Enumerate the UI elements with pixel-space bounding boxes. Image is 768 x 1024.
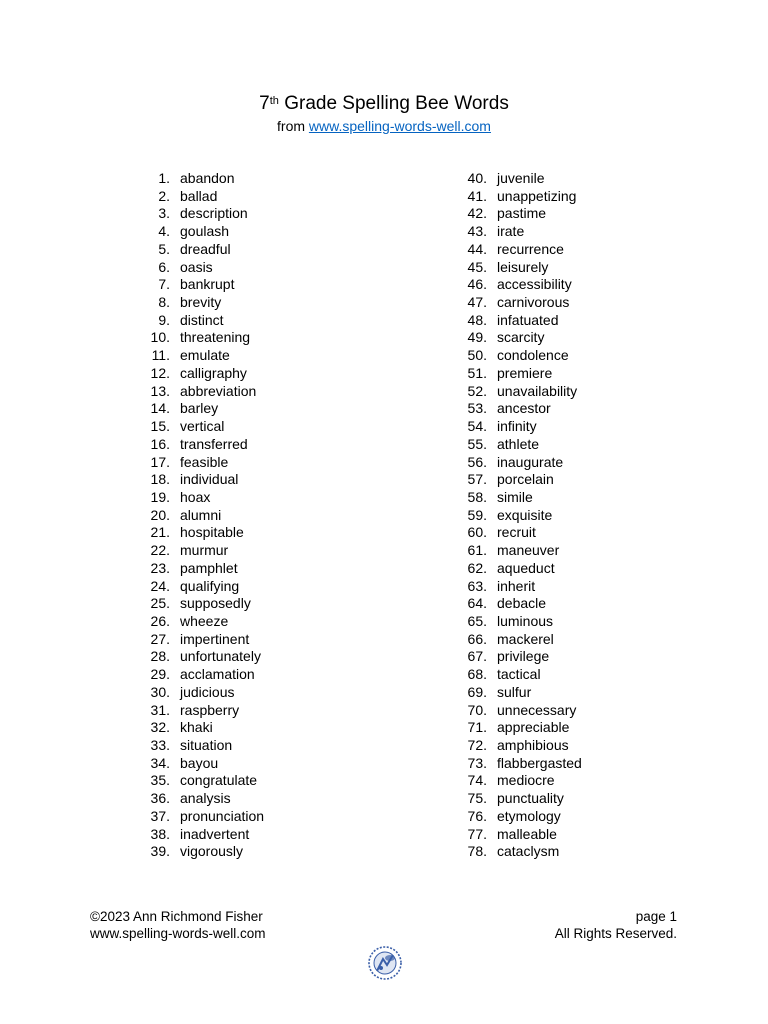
item-number: 36. — [150, 790, 170, 807]
item-number: 45. — [467, 258, 487, 275]
spelling-word: pastime — [497, 205, 547, 222]
spelling-word: amphibious — [497, 737, 569, 753]
spelling-word: dreadful — [180, 240, 231, 257]
list-item — [138, 790, 264, 808]
spelling-word: oasis — [180, 258, 213, 275]
list-item — [138, 684, 264, 702]
item-number: 37. — [150, 807, 170, 824]
item-number: 9. — [158, 311, 170, 328]
item-number: 8. — [158, 294, 170, 311]
item-number: 42. — [467, 205, 487, 222]
list-item — [455, 595, 582, 613]
list-item — [455, 542, 582, 560]
list-item — [138, 400, 264, 418]
spelling-word: unnecessary — [497, 701, 577, 718]
item-number: 6. — [158, 258, 170, 275]
spelling-word: sulfur — [497, 683, 532, 700]
list-item — [138, 347, 264, 365]
spelling-word: inaugurate — [497, 453, 564, 470]
spelling-word: ancestor — [497, 400, 551, 417]
item-number: 55. — [467, 435, 487, 452]
list-item — [138, 702, 264, 720]
footer-site: www.spelling-words-well.com — [90, 926, 266, 941]
spelling-word: premiere — [497, 364, 553, 381]
spelling-word: unavailability — [497, 382, 578, 399]
spelling-word: situation — [180, 737, 233, 753]
list-item — [455, 347, 582, 365]
item-number: 75. — [467, 790, 487, 807]
item-number: 31. — [150, 701, 170, 718]
spelling-word: unappetizing — [497, 187, 577, 204]
spelling-word: hoax — [180, 488, 211, 505]
subtitle-prefix: from — [277, 118, 309, 134]
spelling-word: pronunciation — [180, 807, 265, 824]
list-item — [138, 418, 264, 436]
spelling-word: condolence — [497, 347, 569, 364]
spelling-word: vertical — [180, 418, 225, 435]
spelling-word: transferred — [180, 435, 248, 452]
item-number: 13. — [150, 382, 170, 399]
list-item — [138, 365, 264, 383]
spelling-word: luminous — [497, 612, 554, 629]
item-number: 7. — [158, 276, 170, 293]
item-number: 69. — [467, 683, 487, 700]
item-number: 56. — [467, 453, 487, 470]
spelling-word: cataclysm — [497, 843, 560, 860]
item-number: 14. — [150, 400, 170, 417]
item-number: 46. — [467, 276, 487, 293]
list-item — [138, 329, 264, 347]
word-list-left-column — [138, 170, 264, 861]
item-number: 63. — [467, 577, 487, 594]
spelling-word: distinct — [180, 311, 224, 328]
item-number: 11. — [151, 347, 170, 364]
item-number: 47. — [467, 294, 487, 311]
spelling-word: individual — [180, 471, 239, 488]
list-item — [455, 578, 582, 596]
spelling-word: privilege — [497, 648, 550, 665]
item-number: 58. — [467, 488, 487, 505]
spelling-word: irate — [497, 223, 525, 240]
list-item — [138, 737, 264, 755]
item-number: 74. — [467, 772, 487, 789]
list-item — [455, 648, 582, 666]
spelling-word: inherit — [497, 577, 536, 594]
list-item — [138, 613, 264, 631]
item-number: 32. — [150, 719, 170, 736]
list-item — [138, 383, 264, 401]
website-link[interactable]: www.spelling-words-well.com — [308, 118, 491, 134]
spelling-word: brevity — [180, 294, 222, 311]
list-item — [138, 666, 264, 684]
spelling-word: recurrence — [497, 240, 564, 257]
spelling-word: hospitable — [180, 524, 244, 541]
item-number: 26. — [150, 612, 170, 629]
item-number: 4. — [158, 223, 170, 240]
spelling-word: khaki — [180, 719, 213, 736]
item-number: 27. — [150, 630, 170, 647]
item-number: 62. — [467, 559, 487, 576]
item-number: 53. — [467, 400, 487, 417]
list-item — [455, 666, 582, 684]
item-number: 29. — [150, 666, 170, 683]
spelling-word: barley — [180, 400, 219, 417]
item-number: 35. — [150, 772, 170, 789]
title-ordinal-suffix: th — [269, 95, 279, 107]
list-item — [138, 489, 264, 507]
spelling-word: recruit — [497, 524, 536, 541]
spelling-word: supposedly — [180, 595, 251, 612]
item-number: 66. — [467, 630, 487, 647]
spelling-word: vigorously — [180, 843, 244, 860]
spelling-word: calligraphy — [180, 364, 247, 381]
spelling-word: leisurely — [497, 258, 549, 275]
item-number: 50. — [467, 347, 487, 364]
list-item — [455, 188, 582, 206]
spelling-word: congratulate — [180, 772, 258, 789]
item-number: 12. — [150, 364, 170, 381]
spelling-word: unfortunately — [180, 648, 261, 665]
list-item — [455, 205, 582, 223]
item-number: 78. — [467, 843, 487, 860]
list-item — [138, 241, 264, 259]
item-number: 39. — [150, 843, 170, 860]
item-number: 5. — [158, 240, 170, 257]
spelling-word: murmur — [180, 542, 229, 559]
item-number: 15. — [150, 418, 170, 435]
item-number: 54. — [467, 418, 487, 435]
spelling-word: appreciable — [497, 719, 570, 736]
item-number: 68. — [467, 666, 487, 683]
item-number: 41. — [467, 187, 487, 204]
spelling-word: raspberry — [180, 701, 240, 718]
list-item — [138, 188, 264, 206]
item-number: 20. — [150, 506, 170, 523]
item-number: 48. — [467, 311, 487, 328]
item-number: 77. — [467, 825, 487, 842]
list-item — [455, 772, 582, 790]
spelling-word: punctuality — [497, 790, 564, 807]
item-number: 38. — [150, 825, 170, 842]
spelling-word: simile — [497, 488, 533, 505]
list-item — [455, 737, 582, 755]
spelling-word: acclamation — [180, 666, 255, 683]
list-item — [138, 312, 264, 330]
list-item — [455, 471, 582, 489]
spelling-word: impertinent — [180, 630, 250, 647]
item-number: 25. — [150, 595, 170, 612]
list-item — [138, 719, 264, 737]
spelling-word: bayou — [180, 754, 219, 771]
item-number: 57. — [467, 471, 487, 488]
spelling-word: aqueduct — [497, 559, 555, 576]
spelling-word: qualifying — [180, 577, 240, 594]
spelling-word: accessibility — [497, 276, 572, 293]
list-item — [455, 383, 582, 401]
spelling-word: porcelain — [497, 471, 554, 488]
item-number: 52. — [467, 382, 487, 399]
list-item — [455, 843, 582, 861]
list-item — [455, 294, 582, 312]
spelling-word: judicious — [180, 683, 235, 700]
list-item — [455, 631, 582, 649]
item-number: 61. — [467, 542, 487, 559]
list-item — [455, 702, 582, 720]
spelling-word: wheeze — [180, 612, 229, 629]
spelling-word: feasible — [180, 453, 229, 470]
footer-rights: All Rights Reserved. — [554, 926, 677, 941]
list-item — [138, 843, 264, 861]
item-number: 2. — [158, 187, 170, 204]
item-number: 70. — [467, 701, 487, 718]
list-item — [455, 259, 582, 277]
spelling-word: mediocre — [497, 772, 555, 789]
list-item — [138, 542, 264, 560]
list-item — [455, 719, 582, 737]
spelling-word: description — [180, 205, 248, 222]
word-list-right-column — [455, 170, 582, 861]
list-item — [455, 223, 582, 241]
spelling-word: carnivorous — [497, 294, 570, 311]
list-item — [138, 560, 264, 578]
item-number: 22. — [150, 542, 170, 559]
list-item — [138, 772, 264, 790]
title-number: 7 — [259, 93, 270, 114]
item-number: 24. — [150, 577, 170, 594]
list-item — [138, 223, 264, 241]
item-number: 59. — [467, 506, 487, 523]
list-item — [455, 312, 582, 330]
item-number: 28. — [150, 648, 170, 665]
footer-copyright: ©2023 Ann Richmond Fisher — [90, 909, 263, 924]
footer-right — [555, 908, 677, 942]
spelling-word: abbreviation — [180, 382, 257, 399]
spelling-bee-logo-icon — [366, 944, 404, 982]
list-item — [455, 276, 582, 294]
item-number: 21. — [150, 524, 170, 541]
item-number: 30. — [150, 683, 170, 700]
item-number: 1. — [158, 170, 170, 186]
item-number: 72. — [467, 737, 487, 753]
list-item — [455, 613, 582, 631]
item-number: 76. — [467, 807, 487, 824]
item-number: 10. — [150, 329, 170, 346]
footer-left — [90, 908, 266, 942]
list-item — [455, 560, 582, 578]
list-item — [138, 648, 264, 666]
item-number: 16. — [150, 435, 170, 452]
spelling-word: abandon — [180, 170, 235, 186]
list-item — [138, 755, 264, 773]
item-number: 40. — [467, 170, 487, 186]
spelling-word: maneuver — [497, 542, 560, 559]
list-item — [455, 365, 582, 383]
spelling-word: juvenile — [497, 170, 545, 186]
list-item — [138, 454, 264, 472]
spelling-word: etymology — [497, 807, 561, 824]
item-number: 19. — [150, 488, 170, 505]
list-item — [455, 755, 582, 773]
item-number: 18. — [150, 471, 170, 488]
spelling-word: tactical — [497, 666, 541, 683]
list-item — [455, 418, 582, 436]
page-subtitle — [0, 117, 768, 135]
list-item — [455, 808, 582, 826]
spelling-word: analysis — [180, 790, 231, 807]
list-item — [138, 170, 264, 188]
spelling-word: malleable — [497, 825, 557, 842]
spelling-word: athlete — [497, 435, 540, 452]
spelling-word: goulash — [180, 223, 230, 240]
footer-page-number: page 1 — [635, 909, 677, 924]
list-item — [138, 436, 264, 454]
spelling-word: alumni — [180, 506, 222, 523]
item-number: 71. — [467, 719, 487, 736]
spelling-word: infatuated — [497, 311, 559, 328]
spelling-word: flabbergasted — [497, 754, 582, 771]
item-number: 3. — [158, 205, 170, 222]
spelling-word: debacle — [497, 595, 547, 612]
item-number: 23. — [150, 559, 170, 576]
list-item — [138, 205, 264, 223]
spelling-word: emulate — [180, 347, 230, 364]
list-item — [138, 471, 264, 489]
list-item — [138, 294, 264, 312]
list-item — [455, 790, 582, 808]
item-number: 51. — [467, 364, 487, 381]
item-number: 73. — [467, 754, 487, 771]
spelling-word: scarcity — [497, 329, 545, 346]
spelling-word: bankrupt — [180, 276, 235, 293]
list-item — [138, 808, 264, 826]
list-item — [138, 507, 264, 525]
item-number: 67. — [467, 648, 487, 665]
list-item — [138, 578, 264, 596]
list-item — [138, 826, 264, 844]
spelling-word: exquisite — [497, 506, 553, 523]
item-number: 65. — [467, 612, 487, 629]
spelling-word: inadvertent — [180, 825, 250, 842]
list-item — [455, 241, 582, 259]
item-number: 43. — [467, 223, 487, 240]
spelling-word: infinity — [497, 418, 537, 435]
item-number: 64. — [467, 595, 487, 612]
list-item — [138, 595, 264, 613]
spelling-word: pamphlet — [180, 559, 238, 576]
list-item — [455, 329, 582, 347]
spelling-word: threatening — [180, 329, 251, 346]
item-number: 44. — [467, 240, 487, 257]
item-number: 34. — [150, 754, 170, 771]
list-item — [455, 524, 582, 542]
title-text: Grade Spelling Bee Words — [278, 93, 509, 114]
list-item — [455, 684, 582, 702]
list-item — [138, 259, 264, 277]
spelling-word: mackerel — [497, 630, 554, 647]
item-number: 49. — [467, 329, 487, 346]
list-item — [455, 170, 582, 188]
list-item — [455, 400, 582, 418]
item-number: 17. — [150, 453, 170, 470]
list-item — [455, 826, 582, 844]
page-title — [0, 92, 768, 116]
list-item — [138, 631, 264, 649]
spelling-word: ballad — [180, 187, 218, 204]
list-item — [455, 507, 582, 525]
list-item — [455, 489, 582, 507]
list-item — [138, 276, 264, 294]
item-number: 33. — [150, 737, 170, 753]
list-item — [138, 524, 264, 542]
list-item — [455, 454, 582, 472]
item-number: 60. — [467, 524, 487, 541]
list-item — [455, 436, 582, 454]
